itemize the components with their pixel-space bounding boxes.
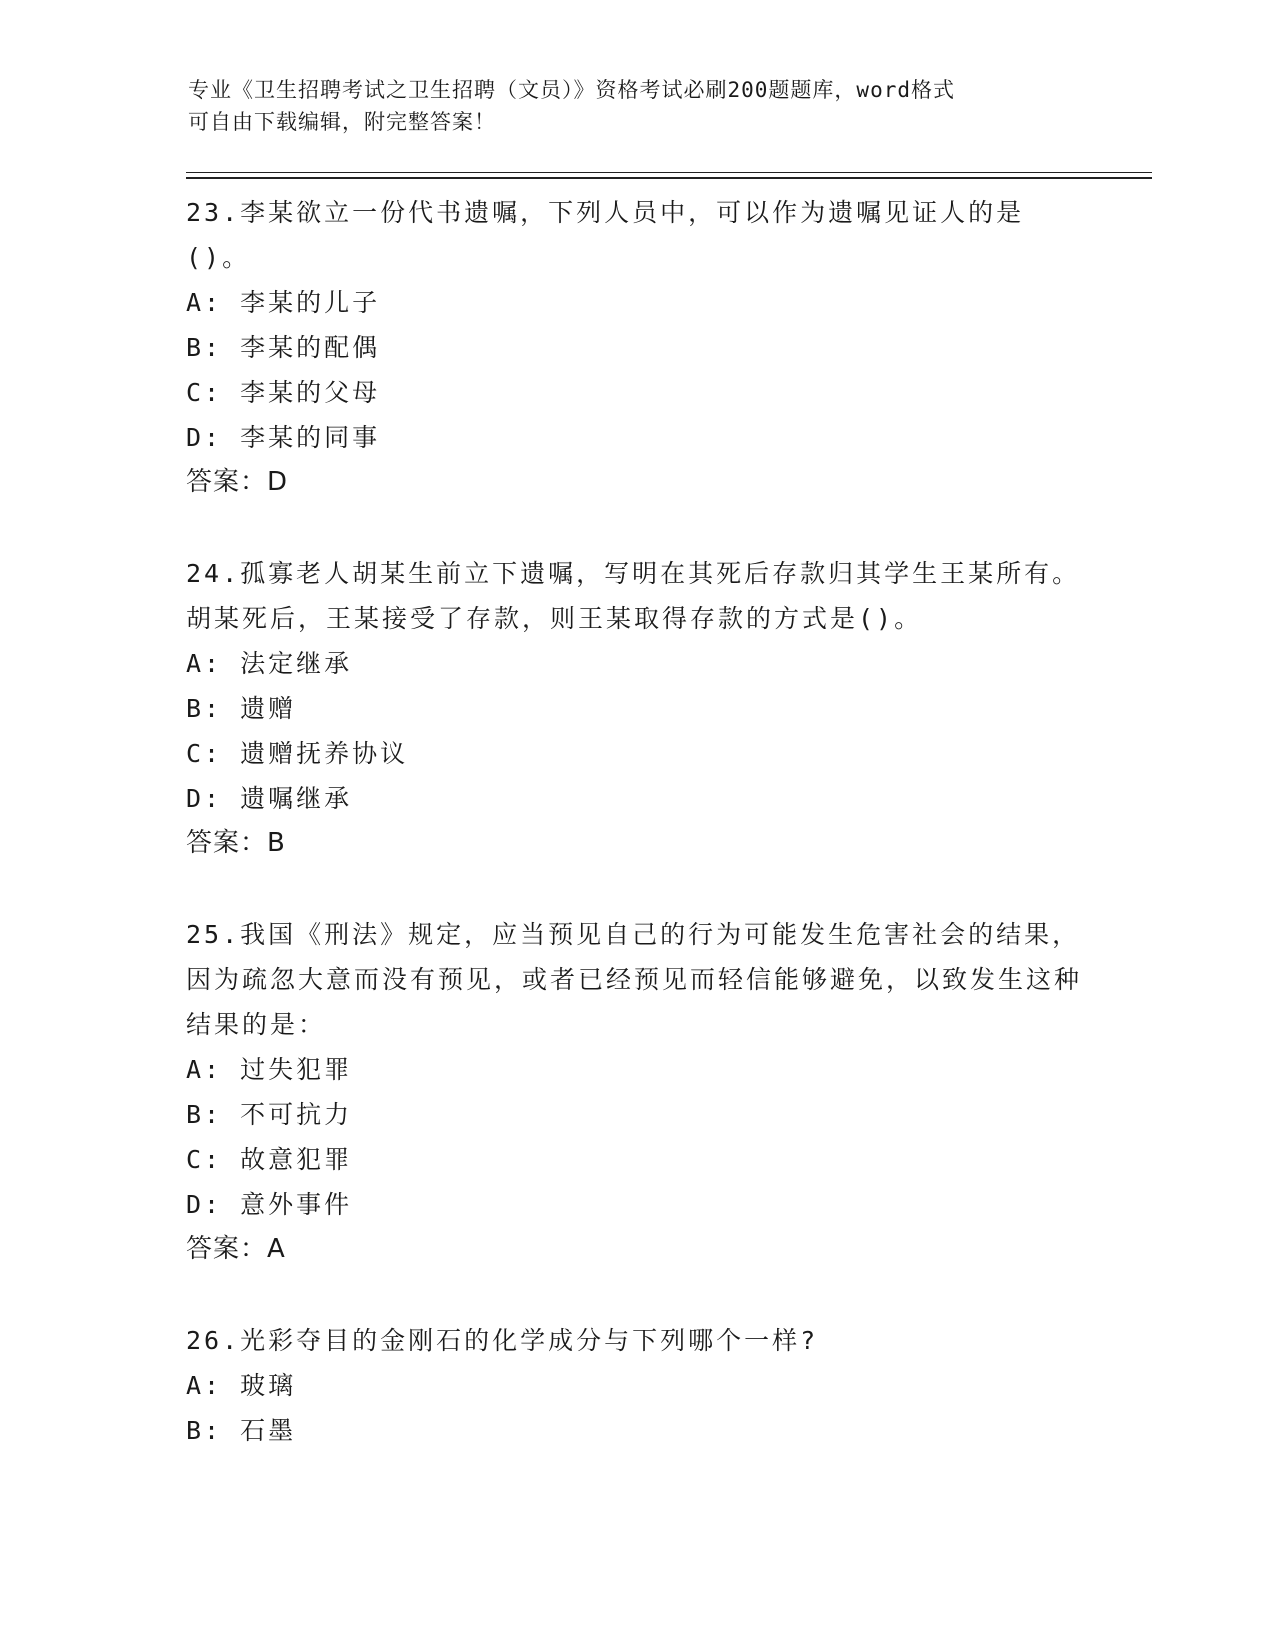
answer-line: 答案：B xyxy=(186,828,286,858)
question-spacer xyxy=(186,505,1086,551)
option-b: B: 石墨 xyxy=(186,1416,297,1445)
question-26 xyxy=(186,1318,1086,1453)
question-25 xyxy=(186,912,1086,1272)
option-a: A: 法定继承 xyxy=(186,649,353,678)
option-d: D: 意外事件 xyxy=(186,1190,353,1219)
option-c: C: 遗赠抚养协议 xyxy=(186,739,409,768)
question-spacer xyxy=(186,1272,1086,1318)
option-a: A: 过失犯罪 xyxy=(186,1055,353,1084)
answer-line: 答案：D xyxy=(186,467,289,497)
question-list xyxy=(186,190,1086,1453)
question-spacer xyxy=(186,866,1086,912)
document-header xyxy=(188,74,1068,138)
question-23 xyxy=(186,190,1086,505)
question-24 xyxy=(186,551,1086,866)
option-a: A: 玻璃 xyxy=(186,1371,297,1400)
question-text: 24.孤寡老人胡某生前立下遗嘱，写明在其死后存款归其学生王某所有。胡某死后，王某接受了存款，则王某取得存款的方式是()。 xyxy=(186,559,1081,633)
header-line-1: 专业《卫生招聘考试之卫生招聘（文员）》资格考试必刷200题题库，word格式 xyxy=(188,78,955,102)
question-text: 25.我国《刑法》规定，应当预见自己的行为可能发生危害社会的结果，因为疏忽大意而没有预见，或者已经预见而轻信能够避免，以致发生这种结果的是： xyxy=(186,920,1083,1039)
question-text: 26.光彩夺目的金刚石的化学成分与下列哪个一样? xyxy=(186,1326,819,1355)
option-d: D: 李某的同事 xyxy=(186,423,381,452)
option-d: D: 遗嘱继承 xyxy=(186,784,353,813)
option-b: B: 李某的配偶 xyxy=(186,333,381,362)
question-text: 23.李某欲立一份代书遗嘱，下列人员中，可以作为遗嘱见证人的是()。 xyxy=(186,198,1025,272)
header-divider-thin xyxy=(186,172,1152,173)
option-c: C: 李某的父母 xyxy=(186,378,381,407)
header-line-2: 可自由下载编辑，附完整答案！ xyxy=(188,110,496,134)
answer-line: 答案：A xyxy=(186,1234,286,1264)
option-b: B: 不可抗力 xyxy=(186,1100,353,1129)
option-b: B: 遗赠 xyxy=(186,694,297,723)
option-a: A: 李某的儿子 xyxy=(186,288,381,317)
header-divider-thick xyxy=(186,177,1152,179)
option-c: C: 故意犯罪 xyxy=(186,1145,353,1174)
